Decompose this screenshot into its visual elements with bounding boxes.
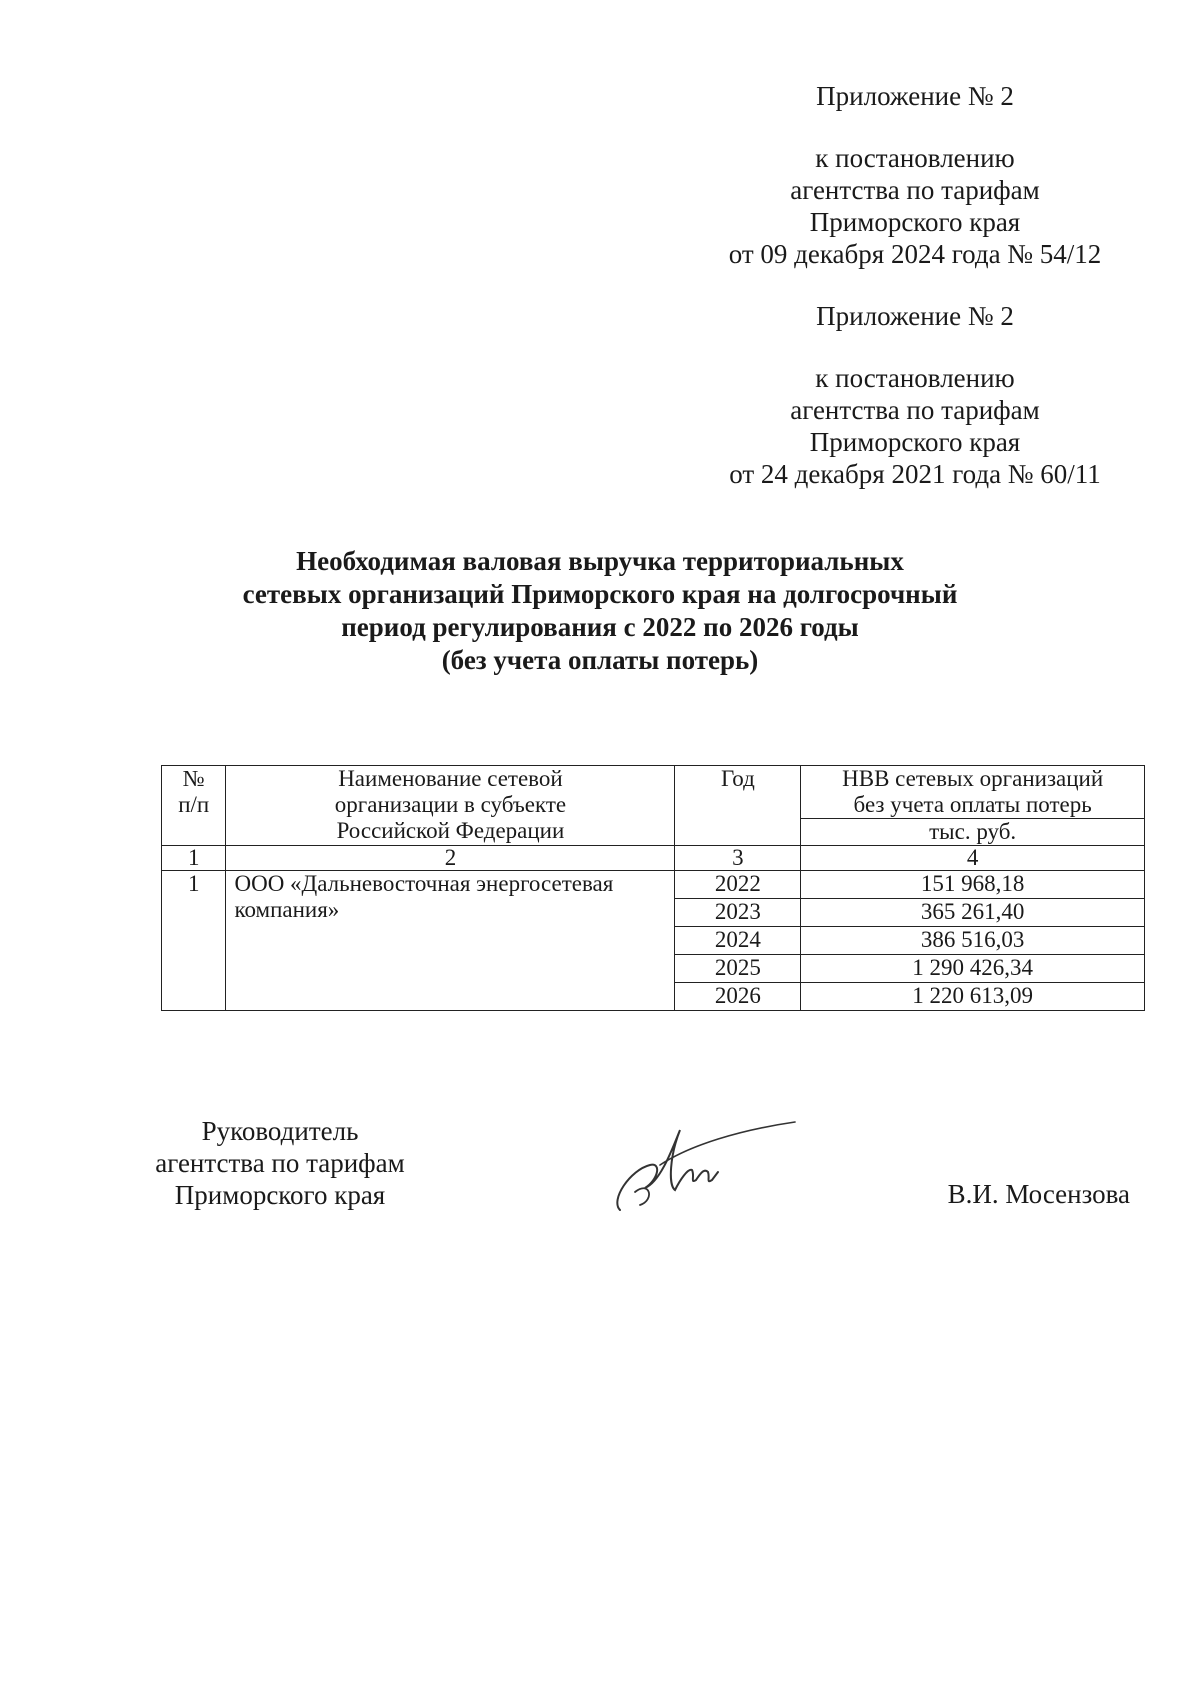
column-index: 3 xyxy=(675,846,801,871)
row-value: 1 220 613,09 xyxy=(801,983,1145,1011)
document-title xyxy=(150,545,1050,677)
row-value: 386 516,03 xyxy=(801,927,1145,955)
row-value: 151 968,18 xyxy=(801,871,1145,899)
signer-name: В.И. Мосензова xyxy=(947,1179,1130,1209)
row-year: 2022 xyxy=(675,871,801,899)
column-index: 4 xyxy=(801,846,1145,871)
row-year: 2024 xyxy=(675,927,801,955)
column-index: 2 xyxy=(226,846,675,871)
annex-line: к постановлению xyxy=(815,143,1015,173)
annex-line: к постановлению xyxy=(815,363,1015,393)
document-title-line: Необходимая валовая выручка территориальных xyxy=(296,546,904,576)
annex-line: Приморского края xyxy=(809,207,1021,237)
header-unit: тыс. руб. xyxy=(801,819,1145,846)
table-row xyxy=(162,871,1145,899)
annex-title: Приложение № 2 xyxy=(816,301,1014,331)
table-header-row xyxy=(162,766,1145,819)
annex-line: Приморского края xyxy=(809,427,1021,457)
nvv-table xyxy=(161,765,1145,1011)
row-num: 1 xyxy=(162,871,226,1011)
row-year: 2025 xyxy=(675,955,801,983)
table-index-row xyxy=(162,846,1145,871)
annex-date-number: от 09 декабря 2024 года № 54/12 xyxy=(728,239,1102,269)
annex-header-original xyxy=(700,300,1130,490)
header-year: Год xyxy=(675,766,801,846)
handwritten-signature xyxy=(600,1110,800,1220)
row-value: 365 261,40 xyxy=(801,899,1145,927)
document-title-line: период регулирования с 2022 по 2026 годы xyxy=(341,612,859,642)
organization-name: ООО «Дальневосточная энергосетевая компания» xyxy=(226,871,675,1011)
annex-header-current xyxy=(700,80,1130,270)
header-name: Наименование сетевой организации в субъекте Российской Федерации xyxy=(226,766,675,846)
annex-title: Приложение № 2 xyxy=(816,81,1014,111)
row-year: 2026 xyxy=(675,983,801,1011)
row-value: 1 290 426,34 xyxy=(801,955,1145,983)
signer-role: Руководитель агентства по тарифам Приморского края xyxy=(155,1116,405,1210)
annex-date-number: от 24 декабря 2021 года № 60/11 xyxy=(729,459,1101,489)
column-index: 1 xyxy=(162,846,226,871)
annex-line: агентства по тарифам xyxy=(790,175,1040,205)
document-title-line: сетевых организаций Приморского края на долгосрочный xyxy=(242,579,958,609)
header-nvv: НВВ сетевых организаций без учета оплаты потерь xyxy=(801,766,1145,819)
document-title-line: (без учета оплаты потерь) xyxy=(441,645,759,675)
row-year: 2023 xyxy=(675,899,801,927)
annex-line: агентства по тарифам xyxy=(790,395,1040,425)
header-num: № п/п xyxy=(162,766,226,846)
